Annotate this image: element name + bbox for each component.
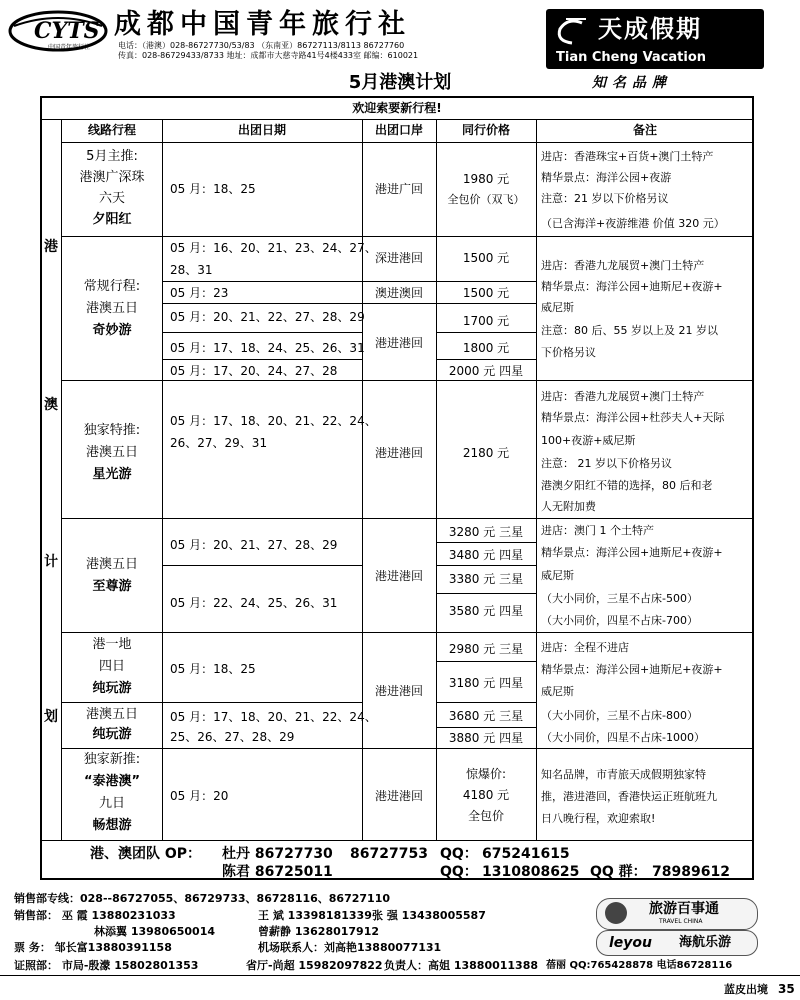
s4-note-1: 进店：澳门 1 个土特产 (541, 524, 654, 537)
s6-route-3: 九日 (98, 796, 125, 811)
s1-price-note: 全包价（双飞） (447, 193, 525, 206)
contact-line-2: 传真：028-86729433/8733 地址：成都市大慈寺路41号4楼433室 邮编：610021 (118, 51, 419, 60)
s6-note-1: 知名品牌，市青旅天成假期独家特 (541, 768, 706, 781)
s5-note-2: 精华景点：海洋公园+迪斯尼+夜游+ (541, 663, 723, 676)
op-contact-1: 杜丹 86727730 (222, 846, 333, 862)
s2-note-4: 注意：80 后、55 岁以上及 21 岁以 (541, 324, 718, 337)
s5-price-3: 3680 元 三星 (448, 709, 524, 723)
s5-price-4: 3880 元 四星 (448, 731, 524, 745)
s3-price: 2180 元 (462, 446, 510, 460)
footer-airport: 机场联系人：刘高艳13880077131 (258, 941, 442, 954)
table-banner: 欢迎索要新行程! (352, 101, 442, 115)
qq1-label: QQ： (440, 846, 478, 862)
badge2-brand: leyou (609, 935, 653, 951)
side-label-hua: 划 (44, 709, 58, 725)
s5-dates-a: 05 月：18、25 (170, 662, 256, 676)
s3-route-1: 独家特推: (83, 423, 141, 438)
s4-price-1: 3280 元 三星 (448, 525, 524, 539)
s1-port: 港进广回 (374, 182, 423, 196)
page-title: 5月港澳计划 (348, 72, 452, 93)
s2-shared-port: 港进港回 (374, 336, 423, 350)
footer-sales-3: 张 强 13438005587 (372, 909, 486, 922)
s3-dates-1: 05 月：17、18、20、21、22、24、 (170, 414, 377, 428)
s2-r2-dates: 05 月：23 (170, 286, 229, 300)
side-label-ao: 澳 (44, 397, 58, 413)
s3-note-3: 100+夜游+威尼斯 (541, 434, 636, 447)
s6-price-2: 4180 元 (462, 788, 510, 802)
brand-logo-icon (552, 15, 592, 51)
s2-r2-port: 澳进澳回 (374, 286, 423, 300)
s3-note-1: 进店：香港九龙展贸+澳门土特产 (541, 390, 705, 403)
op-label: 港、澳团队 OP： (90, 846, 202, 862)
s1-note-2: 精华景点：海洋公园+夜游 (541, 171, 672, 184)
s1-dates: 05 月：18、25 (170, 182, 256, 196)
s2-route-3: 奇妙游 (92, 323, 132, 338)
s2-r5-price: 2000 元 四星 (448, 364, 524, 378)
op-contact-1b: 86727753 (350, 846, 428, 862)
footer-ticket: 票 务： 邹长富13880391158 (14, 941, 172, 954)
brand-cn: 天成假期 (598, 15, 702, 43)
s6-port: 港进港回 (374, 789, 423, 803)
s5-price-2: 3180 元 四星 (448, 676, 524, 690)
s4-note-3: 威尼斯 (541, 569, 574, 582)
badge2-label: 海航乐游 (679, 935, 732, 950)
col-header-port: 出团口岸 (374, 123, 423, 137)
s4-note-5: （大小同价，四星不占床-700） (541, 614, 698, 627)
s2-route-1: 常规行程: (83, 279, 141, 294)
s3-note-4: 注意： 21 岁以下价格另议 (541, 457, 672, 470)
mascot-icon (605, 902, 627, 924)
s1-route-1: 5月主推: (86, 149, 138, 164)
col-header-dates: 出团日期 (237, 123, 286, 137)
s3-note-6: 人无附加费 (541, 500, 596, 513)
qq-group-label: QQ 群： (590, 864, 647, 880)
s1-price: 1980 元 (462, 172, 510, 186)
s2-r3-dates: 05 月：20、21、22、27、28、29 (170, 310, 365, 324)
s1-note-3: 注意：21 岁以下价格另议 (541, 192, 669, 205)
s5-route-a-3: 纯玩游 (92, 681, 132, 696)
s2-r1-dates-2: 28、31 (170, 263, 213, 277)
footer-visa-1: 证照部： 市局-殷濛 15802801353 (14, 959, 199, 972)
s2-route-2: 港澳五日 (85, 301, 138, 316)
s6-price-3: 全包价 (467, 809, 504, 823)
footer-sales-5: 曾薪静 13628017912 (258, 925, 380, 938)
s1-note-4: （已含海洋+夜游维港 价值 320 元） (541, 217, 725, 230)
s2-r1-port: 深进港回 (374, 251, 423, 265)
s4-price-2: 3480 元 四星 (448, 548, 524, 562)
page-number: 35 (778, 982, 795, 996)
s2-r5-dates: 05 月：17、20、24、27、28 (170, 364, 338, 378)
s2-note-2: 精华景点：海洋公园+迪斯尼+夜游+ (541, 280, 723, 293)
qq2-value: 1310808625 (482, 864, 580, 880)
s4-route-1: 港澳五日 (85, 557, 138, 572)
qq1-value: 675241615 (482, 846, 570, 862)
footer-sales-1: 销售部： 巫 霞 13880231033 (14, 909, 176, 922)
s6-note-3: 日八晚行程，欢迎索取! (541, 812, 656, 825)
s6-route-4: 畅想游 (92, 818, 132, 833)
side-label-ji: 计 (44, 554, 58, 570)
s5-price-1: 2980 元 三星 (448, 642, 524, 656)
s2-note-5: 下价格另议 (541, 346, 596, 359)
badge1-label: 旅游百事通 (649, 901, 719, 917)
s3-note-2: 精华景点：海洋公园+杜莎夫人+天际 (541, 411, 725, 424)
s5-dates-b-1: 05 月：17、18、20、21、22、24、 (170, 710, 377, 724)
brand-tagline: 知名品牌 (592, 75, 672, 91)
s2-r1-dates-1: 05 月：16、20、21、23、24、27、 (170, 241, 377, 255)
badge-leyou (596, 930, 758, 956)
s2-r3-price: 1700 元 (462, 314, 510, 328)
logo-slogan: 中国青年旅行社 (48, 44, 91, 51)
s4-price-4: 3580 元 四星 (448, 604, 524, 618)
s3-dates-2: 26、27、29、31 (170, 436, 268, 450)
s6-route-2: “泰港澳” (83, 774, 141, 789)
s5-route-a-1: 港一地 (92, 637, 132, 652)
s1-route-4: 夕阳红 (92, 212, 132, 227)
s4-dates-b: 05 月：22、24、25、26、31 (170, 596, 338, 610)
s4-note-2: 精华景点：海洋公园+迪斯尼+夜游+ (541, 546, 723, 559)
footer-sales-4: 林添翼 13980650014 (94, 925, 216, 938)
s6-route-1: 独家新推: (83, 752, 141, 767)
s4-dates-a: 05 月：20、21、27、28、29 (170, 538, 338, 552)
footer-sales-2: 王 斌 13398181339 (258, 909, 372, 922)
s6-price-1: 惊爆价: (465, 767, 507, 781)
brand-box (546, 9, 764, 69)
s2-r2-price: 1500 元 (462, 286, 510, 300)
s3-port: 港进港回 (374, 446, 423, 460)
footer-beili: 蓓丽 QQ:765428878 电话86728116 (546, 960, 733, 971)
col-header-price: 同行价格 (461, 123, 510, 137)
s4-port: 港进港回 (374, 569, 423, 583)
qq2-label: QQ： (440, 864, 478, 880)
s3-route-2: 港澳五日 (85, 445, 138, 460)
s5-note-3: 威尼斯 (541, 685, 574, 698)
company-name: 成都中国青年旅行社 (114, 9, 411, 40)
col-header-route: 线路行程 (87, 123, 136, 137)
s2-note-1: 进店：香港九龙展贸+澳门土特产 (541, 259, 705, 272)
s5-dates-b-2: 25、26、27、28、29 (170, 730, 295, 744)
s4-route-2: 至尊游 (92, 579, 132, 594)
s2-r4-price: 1800 元 (462, 341, 510, 355)
s3-route-3: 星光游 (92, 467, 132, 482)
s6-note-2: 推，港进港回，香港快运正班航班九 (541, 790, 717, 803)
page-label: 蓝皮出境 (724, 983, 768, 996)
s5-route-b-1: 港澳五日 (85, 707, 138, 722)
s5-note-1: 进店：全程不进店 (541, 641, 629, 654)
badge-travel-baishitong (596, 898, 758, 930)
side-label-gang: 港 (44, 239, 58, 255)
brand-en: Tian Cheng Vacation (556, 50, 707, 65)
footer-visa-2: 省厅-尚超 15982097822 (246, 959, 383, 972)
s2-r1-price: 1500 元 (462, 251, 510, 265)
qq-group-value: 78989612 (652, 864, 730, 880)
col-header-notes: 备注 (632, 123, 657, 137)
s1-route-3: 六天 (98, 191, 125, 206)
badge1-sub: TRAVEL CHINA (659, 918, 703, 925)
s1-note-1: 进店：香港珠宝+百货+澳门土特产 (541, 150, 714, 163)
s4-price-3: 3380 元 三星 (448, 572, 524, 586)
op-contact-2: 陈君 86725011 (222, 864, 333, 880)
s2-r4-dates: 05 月：17、18、24、25、26、31 (170, 341, 365, 355)
contact-line-1: 电话：（港澳）028-86727730/53/83 （东南亚）86727113/8113 86727760 (118, 41, 405, 50)
s4-note-4: （大小同价，三星不占床-500） (541, 592, 698, 605)
footer-manager: 负责人：高姐 13880011388 (384, 959, 539, 972)
s5-route-a-2: 四日 (98, 659, 125, 674)
s5-port: 港进港回 (374, 684, 423, 698)
s2-note-3: 威尼斯 (541, 301, 574, 314)
s5-note-5: （大小同价，四星不占床-1000） (541, 731, 705, 744)
s3-note-5: 港澳夕阳红不错的选择，80 后和老 (541, 479, 713, 492)
s6-dates: 05 月：20 (170, 789, 229, 803)
s5-note-4: （大小同价，三星不占床-800） (541, 709, 698, 722)
svg-text:CYTS: CYTS (34, 18, 100, 44)
s5-route-b-2: 纯玩游 (92, 727, 132, 742)
s1-route-2: 港澳广深珠 (79, 170, 145, 185)
footer-line-1: 销售部专线：028--86727055、86729733、86728116、86727110 (14, 892, 391, 905)
